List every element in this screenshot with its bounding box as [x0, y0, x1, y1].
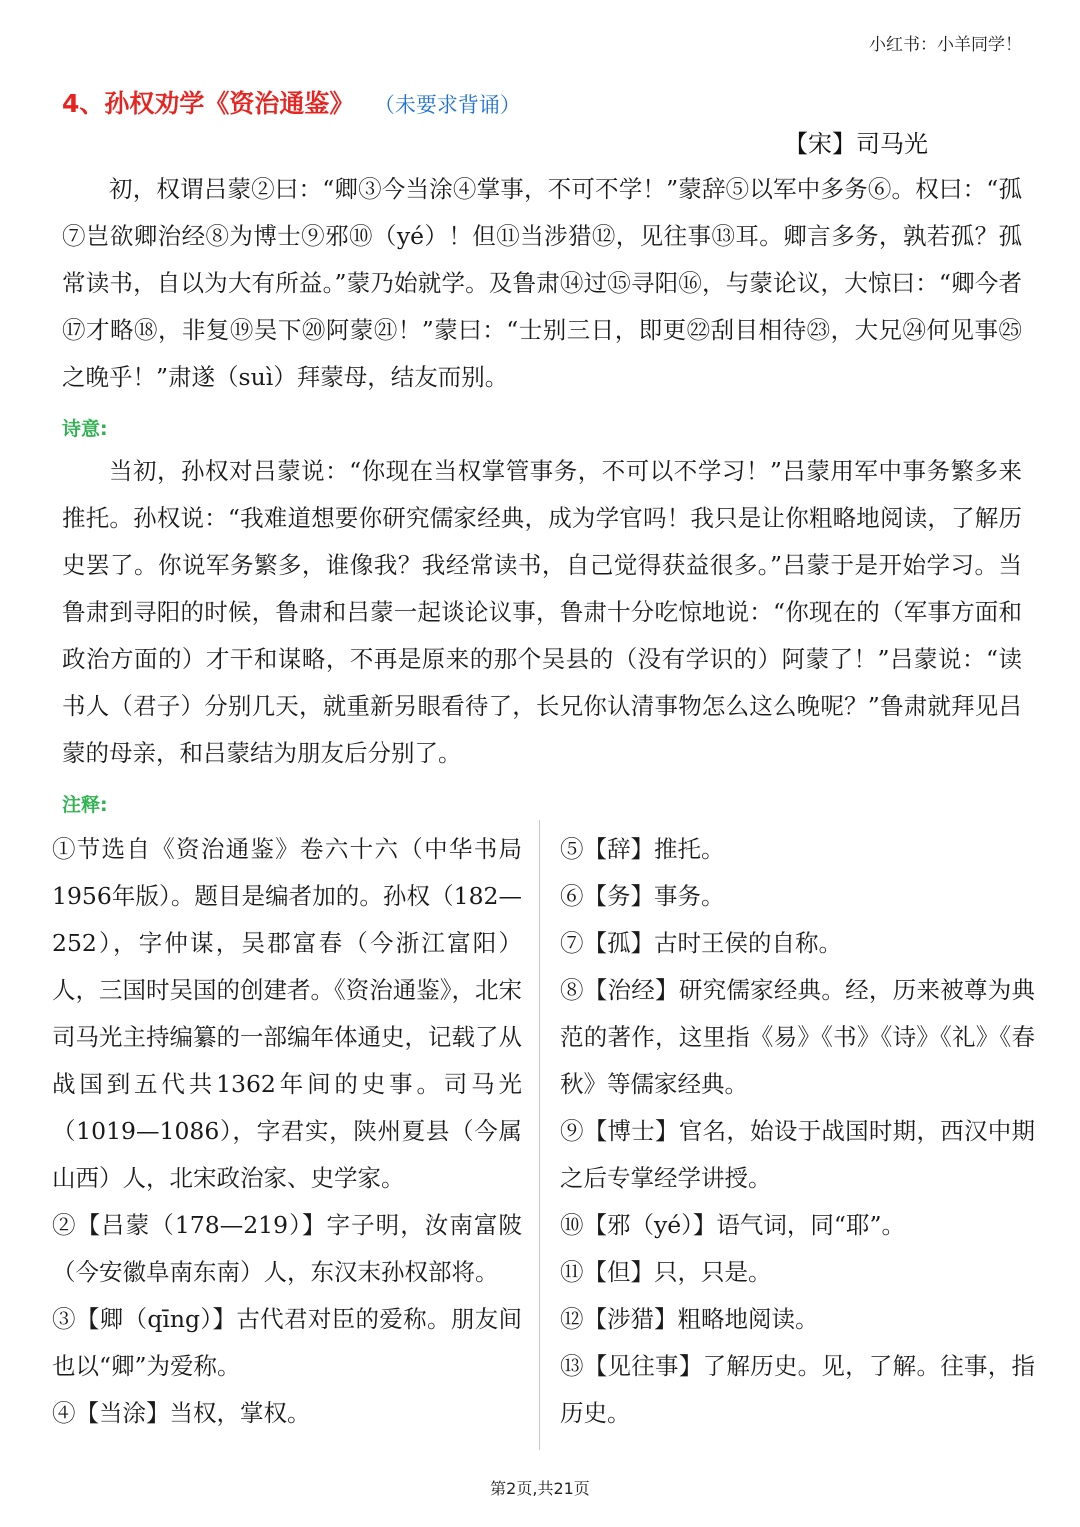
- author-line: 【宋】司马光: [784, 130, 928, 158]
- note-item-9: ⑨【博士】官名，始设于战国时期，西汉中期之后专掌经学讲授。: [560, 1117, 1035, 1192]
- translation-label: 诗意:: [62, 418, 108, 440]
- watermark-text: 小红书：小羊同学！: [869, 35, 1022, 55]
- original-text: 初，权谓吕蒙②曰：“卿③今当涂④掌事，不可不学！”蒙辞⑤以军中多务⑥。权曰：“孤⑦岂欲卿治经⑧为博士⑨邪⑩（yé）！但⑪当涉猎⑫，见往事⑬耳。卿言多务，孰若孤？孤常读书，自以为大有所益。”蒙乃始就学。及鲁肃⑭过⑮寻阳⑯，与蒙论议，大惊曰：“卿今者⑰才略⑱，非复⑲吴下⑳阿蒙㉑！”蒙曰：“士别三日，即更㉒刮目相待㉓，大兄㉔何见事㉕之晚乎！”肃遂（suì）拜蒙母，结友而别。: [62, 175, 1022, 391]
- note-item-13: ⑬【见往事】了解历史。见，了解。往事，指历史。: [560, 1352, 1035, 1427]
- notes-column-left: [52, 826, 522, 1437]
- note-item-12: ⑫【涉猎】粗略地阅读。: [560, 1305, 819, 1333]
- note-item-6: ⑥【务】事务。: [560, 882, 725, 910]
- note-item-5: ⑤【辞】推托。: [560, 835, 725, 863]
- note-item-7: ⑦【孤】古时王侯的自称。: [560, 929, 842, 957]
- note-item-3: ③【卿（qīng）】古代君对臣的爱称。朋友间也以“卿”为爱称。: [52, 1305, 522, 1380]
- note-item-1: ①节选自《资治通鉴》卷六十六（中华书局1956年版）。题目是编者加的。孙权（182—252），字仲谋，吴郡富春（今浙江富阳）人，三国时吴国的创建者。《资治通鉴》，北宋司马光主持编纂的一部编年体通史，记载了从战国到五代共1362年间的史事。司马光（1019—1086），字君实，陕州夏县（今属山西）人，北宋政治家、史学家。: [52, 835, 522, 1192]
- note-item-4: ④【当涂】当权，掌权。: [52, 1399, 311, 1427]
- translation-text: 当初，孙权对吕蒙说：“你现在当权掌管事务，不可以不学习！”吕蒙用军中事务繁多来推托。孙权说：“我难道想要你研究儒家经典，成为学官吗！我只是让你粗略地阅读，了解历史罢了。你说军务繁多，谁像我？我经常读书，自己觉得获益很多。”吕蒙于是开始学习。当鲁肃到寻阳的时候，鲁肃和吕蒙一起谈论议事，鲁肃十分吃惊地说：“你现在的（军事方面和政治方面的）才干和谋略，不再是原来的那个吴县的（没有学识的）阿蒙了！”吕蒙说：“读书人（君子）分别几天，就重新另眼看待了，长兄你认清事物怎么这么晚呢？”鲁肃就拜见吕蒙的母亲，和吕蒙结为朋友后分别了。: [62, 457, 1022, 767]
- title-text: 4、孙权劝学《资治通鉴》: [62, 89, 355, 118]
- notes-column-right: [560, 826, 1035, 1437]
- note-item-8: ⑧【治经】研究儒家经典。经，历来被尊为典范的著作，这里指《易》《书》《诗》《礼》《春秋》等儒家经典。: [560, 976, 1035, 1098]
- lesson-title: [62, 84, 521, 120]
- note-item-11: ⑪【但】只，只是。: [560, 1258, 772, 1286]
- note-item-2: ②【吕蒙（178—219）】字子明，汝南富陂（今安徽阜南东南）人，东汉末孙权部将。: [52, 1211, 522, 1286]
- notes-label: 注释:: [62, 794, 108, 816]
- note-item-10: ⑩【邪（yé）】语气词，同“耶”。: [560, 1211, 905, 1239]
- recitation-note: （未要求背诵）: [384, 93, 521, 117]
- column-divider: [539, 820, 540, 1450]
- page-indicator: 第2页,共21页: [490, 1479, 590, 1498]
